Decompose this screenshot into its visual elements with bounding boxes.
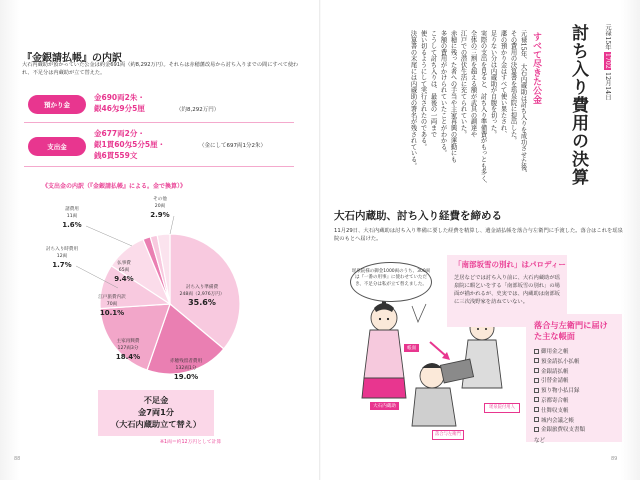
pie-label: 仏事費 [117, 261, 131, 266]
deficit-note: （大石内蔵助立て替え） [110, 419, 202, 429]
expense-amount-line3: 銭6貫559文 [94, 151, 138, 160]
pie-amount: 132両1分 [175, 366, 197, 371]
deficit-heading: 不足金 [143, 395, 169, 405]
pie-label: 討ち入り時費用 [45, 247, 79, 252]
pie-label: 討ち入り準備費 [185, 285, 219, 290]
pie-amount: 12両 [56, 254, 68, 259]
body-column: 使い切るようにして実行されたのである。 [419, 30, 427, 150]
speech-bubble-kuranosuke: 瑶泉院様の御金1000両のうち、300両は『一番の用事』に使わせていただき、不足分は私が立て替えました。 [350, 262, 432, 302]
divider [24, 166, 294, 167]
info-box-ledgers-title: 落合与左衛門に届けた主な帳面 [534, 320, 608, 341]
pie-leader-line [86, 226, 132, 246]
ledger-item [534, 407, 614, 417]
divider [24, 122, 294, 123]
article-title: 討ち入り費用の決算 [568, 24, 588, 186]
checkbox-icon [534, 388, 539, 393]
page-number-right: 89 [611, 456, 618, 462]
date-day: 12月14日 [604, 72, 611, 101]
ledger-item-label: 金銀旅費収支書類 [541, 427, 586, 434]
body-column: こうして討ち入りは、最後の一両まで [429, 30, 437, 138]
book-gutter [319, 0, 321, 480]
deposit-label: 預かり金 [28, 95, 86, 114]
pie-percent: 2.9% [150, 211, 170, 219]
deposit-amount-line2: 銀46匁9分5厘 [94, 104, 145, 113]
pie-leader-line [170, 216, 174, 234]
checkbox-icon [534, 407, 539, 412]
deposit-amount-line1: 金690両2朱・ [94, 93, 145, 102]
pie-label: 赤穂残留者費用 [169, 359, 203, 364]
info-box-ledgers [526, 314, 622, 445]
pie-percent: 1.7% [52, 261, 72, 269]
sub-text: 11月29日、大石内蔵助は討ち入り準備に要した経費を精算し、遺金請払帳を落合与左衛門に手渡した。落合はこれを瑶泉院のもとへ届けた。 [334, 228, 623, 243]
expense-amount-line2: 銀1貫60匁5分5厘・ [94, 140, 166, 149]
pie-percent: 18.4% [115, 353, 141, 361]
label-ledger: 帳面 [404, 344, 419, 352]
label-ochiai: 落合与左衛門 [432, 430, 464, 440]
ledger-item [534, 358, 614, 368]
checkbox-icon [534, 427, 539, 432]
pie-label: その他 [153, 197, 167, 202]
body-column: 実際の支出を見ると、討ち入り準備費がもっとも多く、 [479, 30, 487, 188]
expense-amount-line1: 金677両2分・ [94, 129, 145, 138]
body-column: 江戸での潜伏生活に充てられていた。 [459, 30, 467, 138]
checkbox-icon [534, 358, 539, 363]
ledger-item-label: 金銀請払帳 [541, 368, 569, 375]
sub-title: 大石内蔵助、討ち入り経費を締める [334, 210, 502, 222]
checkbox-icon [534, 417, 539, 422]
pie-percent: 35.6% [188, 298, 216, 307]
pie-amount: 11両 [66, 214, 78, 219]
date-era: 元禄15年 [604, 24, 611, 51]
expense-amount [94, 128, 165, 161]
body-column: 藩の預かり金はすべて使い果たされ、 [499, 30, 507, 138]
deposit-amount [94, 92, 145, 114]
arrow-line [430, 342, 446, 356]
pie-percent: 1.6% [62, 221, 82, 229]
label-youzeiin-retainer: 瑶泉院付用人 [484, 403, 520, 413]
ledger-item [534, 426, 614, 436]
date-line [603, 24, 612, 100]
pie-amount: 70両 [106, 302, 118, 307]
body-column: 全体の三割を超える額が武具の調達や [469, 30, 477, 138]
ledger-item-label: 御用金之帳 [541, 349, 569, 355]
ledger-item [534, 387, 614, 397]
page-number-left: 88 [14, 456, 21, 462]
pie-amount: 248両（2,976万円） [179, 292, 225, 297]
chart-title: 《支出金の内訳（『金銀請払帳』による。金で換算）》 [42, 183, 187, 190]
pie-label: 江戸旅費内訳 [98, 295, 126, 300]
ledger-item-label: 仕舞収支帳 [541, 407, 569, 414]
body-column: 決算書の末尾には内蔵助の署名が残されている。 [409, 30, 417, 169]
ledger-item-label: 引替金請帳 [541, 378, 569, 385]
ledger-item [534, 348, 614, 358]
pie-amount: 65両 [118, 268, 130, 273]
pie-amount: 127両3分 [117, 346, 139, 351]
ledger-item [534, 397, 614, 407]
body-column: 元禄15年、大石内蔵助は討ち入りを成功させた後、 [519, 30, 527, 177]
ledger-item-label: 預り物小払目録 [541, 388, 580, 395]
catch-copy: すべて尽きた公金 [531, 32, 541, 104]
date-year-tag: 1702 [604, 53, 611, 70]
ledger-item-label: 預金請払小払帳 [541, 358, 580, 365]
body-column: 多額の費用がかけられていたことがわかる。 [439, 30, 447, 156]
ledger-list [534, 348, 614, 436]
ledger-item [534, 368, 614, 378]
ledger-list-etc: など [534, 438, 546, 445]
section-title: 『金銀請払帳』の内訳 [22, 53, 122, 64]
intro-text: 大石内蔵助が預かっていた公金は約金691両（約8,292万円）。それらは赤穂藩改易から討ち入りまでの間にすべて使われ、不足分は内蔵助が立て替えた。 [22, 62, 299, 76]
body-column: 足りない分は内蔵助が自腹を切った。 [489, 30, 497, 138]
info-box-parody-text: 芝居などでは討ち入り前に、大石内蔵助が瑶泉院に暇乞いをする「南部坂雪の別れ」の場面が描かれるが、史実では、内蔵助は南部坂に三次浅野家を訪ねていない。 [454, 275, 560, 305]
checkbox-icon [534, 349, 539, 354]
deposit-note: （約8,292万円） [176, 107, 220, 113]
speech-tail [412, 304, 426, 322]
label-kuranosuke: 大石内蔵助 [370, 402, 399, 410]
pie-percent: 19.0% [173, 373, 199, 381]
body-column: その費用の決算書を瑶泉院に提出した。 [509, 30, 517, 144]
deficit-amount: 金7両1分 [138, 407, 174, 417]
pie-amount: 20両 [154, 204, 166, 209]
pie-percent: 9.4% [114, 275, 134, 283]
body-column: 赤穂に残った者への手当や主家再興の運動にも [449, 30, 457, 163]
checkbox-icon [534, 368, 539, 373]
checkbox-icon [534, 378, 539, 383]
expense-label: 支出金 [28, 137, 86, 156]
footnote: ※1両＝約12万円として計算 [160, 440, 222, 445]
pie-percent: 10.1% [99, 309, 125, 317]
pie-chart [20, 192, 310, 388]
ledger-item [534, 377, 614, 387]
kuranosuke-figure [362, 300, 406, 398]
expense-note: （金にして697両1分2朱） [199, 143, 266, 149]
info-box-parody-title: 「南部坂雪の別れ」はパロディー [454, 260, 566, 269]
pie-label: 諸費用 [65, 207, 79, 212]
ledger-item-label: 城内会議之帳 [541, 417, 575, 424]
checkbox-icon [534, 397, 539, 402]
ledger-item [534, 417, 614, 427]
ledger-item-label: 京都寄合帳 [541, 397, 569, 404]
pie-label: 主家再興費 [116, 339, 140, 344]
deficit-box [98, 390, 214, 436]
